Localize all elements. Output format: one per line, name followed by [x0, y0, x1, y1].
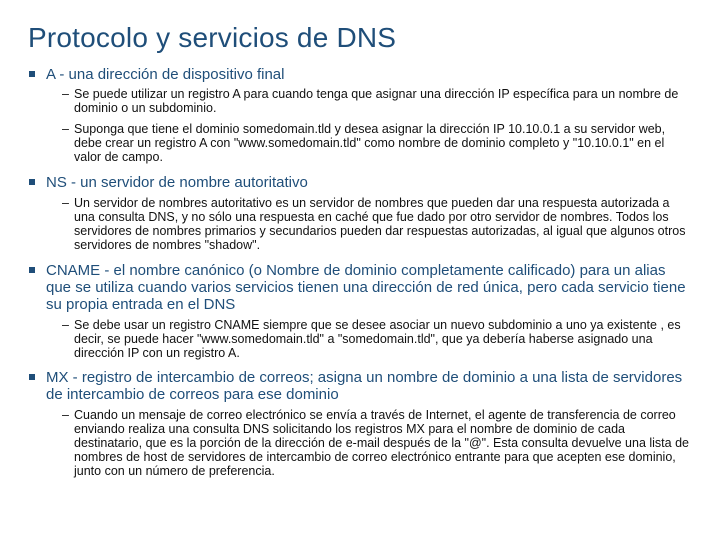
- bullet-item-mx-record: [29, 369, 689, 403]
- bullet-text: CNAME - el nombre canónico (o Nombre de dominio completamente calificado) para un alias que se utiliza cuando varios servicios tienen una dirección de red única, pero cada servicio tiene su propia entrada en el DNS: [46, 262, 686, 313]
- dash-icon: –: [62, 196, 69, 210]
- sub-bullet: [62, 87, 692, 115]
- dash-icon: –: [62, 122, 69, 136]
- bullet-text: A - una dirección de dispositivo final: [46, 66, 285, 83]
- bullet-item-ns-record: [29, 174, 689, 191]
- sub-bullet-text: Se debe usar un registro CNAME siempre que se desee asociar un nuevo subdominio a uno ya existente , es decir, se puede hacer "www.somedomain.tld" a "somedomain.tld", que ya debería haberse asignado una dirección IP con un registro A.: [74, 318, 681, 360]
- sub-bullet-text: Un servidor de nombres autoritativo es un servidor de nombres que pueden dar una respuesta autorizada a una consulta DNS, y no sólo una respuesta en caché que fue dado por otro servidor de nombres. Todos los servidores de nombres primarios y secundarios pueden dar respuestas autorizadas, al igual que algunos otros servidores de nombres "shadow".: [74, 196, 686, 252]
- sub-bullet: [62, 196, 692, 252]
- square-bullet-icon: [29, 71, 35, 77]
- square-bullet-icon: [29, 179, 35, 185]
- sub-bullet-text: Suponga que tiene el dominio somedomain.tld y desea asignar la dirección IP 10.10.0.1 a su servidor web, debe crear un registro A con "www.somedomain.tld" como nombre de dominio completo y "10.10.0.1" en el valor de campo.: [74, 122, 666, 164]
- bullet-item-cname-record: [29, 262, 689, 313]
- square-bullet-icon: [29, 267, 35, 273]
- sub-bullet-text: Cuando un mensaje de correo electrónico se envía a través de Internet, el agente de transferencia de correo enviando realiza una consulta DNS solicitando los registros MX para el nombre de dominio de cada destinatario, que es la porción de la dirección de e-mail después de la "@". Esta consulta devuelve una lista de nombres de host de servidores de intercambio de correo electrónico entrante para que acepten ese dominio, junto con un número de preferencia.: [74, 408, 689, 478]
- sub-bullet: [62, 122, 692, 164]
- sub-bullet: [62, 318, 692, 360]
- bullet-text: MX - registro de intercambio de correos; asigna un nombre de dominio a una lista de servidores de intercambio de correos para ese dominio: [46, 369, 683, 403]
- bullet-text: NS - un servidor de nombre autoritativo: [46, 174, 308, 191]
- sub-bullet: [62, 408, 692, 478]
- dash-icon: –: [62, 318, 69, 332]
- sub-bullet-text: Se puede utilizar un registro A para cuando tenga que asignar una dirección IP específica para un nombre de dominio o un subdominio.: [74, 87, 679, 115]
- bullet-item-a-record: [29, 66, 689, 83]
- dash-icon: –: [62, 408, 69, 422]
- dash-icon: –: [62, 87, 69, 101]
- slide-title: Protocolo y servicios de DNS: [28, 22, 397, 53]
- square-bullet-icon: [29, 374, 35, 380]
